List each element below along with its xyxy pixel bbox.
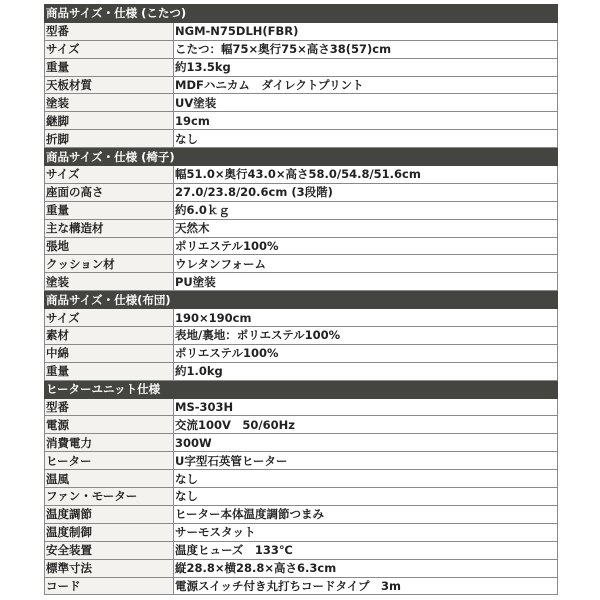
spec-row <box>45 541 558 559</box>
spec-row <box>45 327 558 345</box>
spec-row <box>45 183 558 201</box>
spec-label: 消費電力 <box>45 434 174 452</box>
spec-row <box>45 309 558 327</box>
spec-value: ヒーター本体温度調節つまみ <box>174 505 558 523</box>
section-header <box>45 291 558 309</box>
spec-row <box>45 201 558 219</box>
spec-value: なし <box>174 488 558 506</box>
spec-row <box>45 58 558 76</box>
section-header <box>45 380 558 398</box>
spec-value: U字型石英管ヒーター <box>174 452 558 470</box>
spec-value: 約13.5kg <box>174 58 558 76</box>
spec-label: ヒーター <box>45 452 174 470</box>
spec-label: 中綿 <box>45 344 174 362</box>
spec-label: 継脚 <box>45 112 174 130</box>
spec-value: 幅51.0×奥行43.0×高さ58.0/54.8/51.6cm <box>174 166 558 184</box>
spec-value: 27.0/23.8/20.6cm (3段階) <box>174 183 558 201</box>
spec-label: 素材 <box>45 327 174 345</box>
spec-label: サイズ <box>45 309 174 327</box>
spec-value: 約6.0ｋｇ <box>174 201 558 219</box>
spec-label: 重量 <box>45 201 174 219</box>
spec-row <box>45 130 558 148</box>
spec-label: 安全装置 <box>45 541 174 559</box>
spec-value: ポリエステル100% <box>174 237 558 255</box>
spec-label: 温風 <box>45 470 174 488</box>
spec-row <box>45 452 558 470</box>
spec-value: 19cm <box>174 112 558 130</box>
spec-label: クッション材 <box>45 255 174 273</box>
spec-label: 標準寸法 <box>45 559 174 577</box>
spec-label: 主な構造材 <box>45 219 174 237</box>
section-title: 商品サイズ・仕様 (椅子) <box>45 148 558 166</box>
spec-row <box>45 255 558 273</box>
spec-value: 縦28.8×横28.8×高さ6.3cm <box>174 559 558 577</box>
spec-value: NGM-N75DLH(FBR) <box>174 22 558 40</box>
spec-label: コード <box>45 577 174 595</box>
spec-value: 交流100V 50/60Hz <box>174 416 558 434</box>
spec-value: サーモスタット <box>174 523 558 541</box>
spec-value: 約1.0kg <box>174 362 558 380</box>
spec-row <box>45 76 558 94</box>
spec-label: 塗装 <box>45 273 174 291</box>
spec-value: 190×190cm <box>174 309 558 327</box>
spec-value: 温度ヒューズ 133℃ <box>174 541 558 559</box>
spec-row <box>45 166 558 184</box>
spec-label: 温度調節 <box>45 505 174 523</box>
spec-value: なし <box>174 130 558 148</box>
spec-value: 300W <box>174 434 558 452</box>
spec-label: 折脚 <box>45 130 174 148</box>
spec-label: 天板材質 <box>45 76 174 94</box>
spec-value: UV塗装 <box>174 94 558 112</box>
spec-value: ウレタンフォーム <box>174 255 558 273</box>
section-title: ヒーターユニット仕様 <box>45 380 558 398</box>
spec-value: なし <box>174 470 558 488</box>
spec-row <box>45 559 558 577</box>
spec-label: ファン・モーター <box>45 488 174 506</box>
spec-value: 天然木 <box>174 219 558 237</box>
spec-label: サイズ <box>45 40 174 58</box>
spec-value: PU塗装 <box>174 273 558 291</box>
spec-value: ポリエステル100% <box>174 344 558 362</box>
spec-label: 型番 <box>45 22 174 40</box>
spec-row <box>45 416 558 434</box>
spec-label: サイズ <box>45 166 174 184</box>
spec-label: 塗装 <box>45 94 174 112</box>
spec-row <box>45 577 558 595</box>
spec-row <box>45 434 558 452</box>
spec-value: 表地/裏地：ポリエステル100% <box>174 327 558 345</box>
spec-row <box>45 112 558 130</box>
spec-row <box>45 488 558 506</box>
spec-label: 座面の高さ <box>45 183 174 201</box>
spec-label: 張地 <box>45 237 174 255</box>
spec-label: 重量 <box>45 58 174 76</box>
spec-value: 電源スイッチ付き丸打ちコードタイプ 3m <box>174 577 558 595</box>
spec-value: MS-303H <box>174 398 558 416</box>
spec-row <box>45 344 558 362</box>
spec-table <box>44 4 558 595</box>
spec-value: MDFハニカム ダイレクトプリント <box>174 76 558 94</box>
spec-row <box>45 505 558 523</box>
spec-row <box>45 40 558 58</box>
spec-label: 重量 <box>45 362 174 380</box>
spec-row <box>45 362 558 380</box>
spec-label: 電源 <box>45 416 174 434</box>
spec-value: こたつ：幅75×奥行75×高さ38(57)cm <box>174 40 558 58</box>
spec-label: 型番 <box>45 398 174 416</box>
spec-label: 温度制御 <box>45 523 174 541</box>
spec-row <box>45 273 558 291</box>
spec-row <box>45 219 558 237</box>
spec-table-body <box>45 5 558 595</box>
section-header <box>45 148 558 166</box>
spec-row <box>45 398 558 416</box>
spec-row <box>45 22 558 40</box>
spec-row <box>45 237 558 255</box>
spec-row <box>45 523 558 541</box>
section-title: 商品サイズ・仕様 (こたつ) <box>45 5 558 23</box>
spec-row <box>45 470 558 488</box>
section-header <box>45 5 558 23</box>
spec-row <box>45 94 558 112</box>
section-title: 商品サイズ・仕様(布団) <box>45 291 558 309</box>
